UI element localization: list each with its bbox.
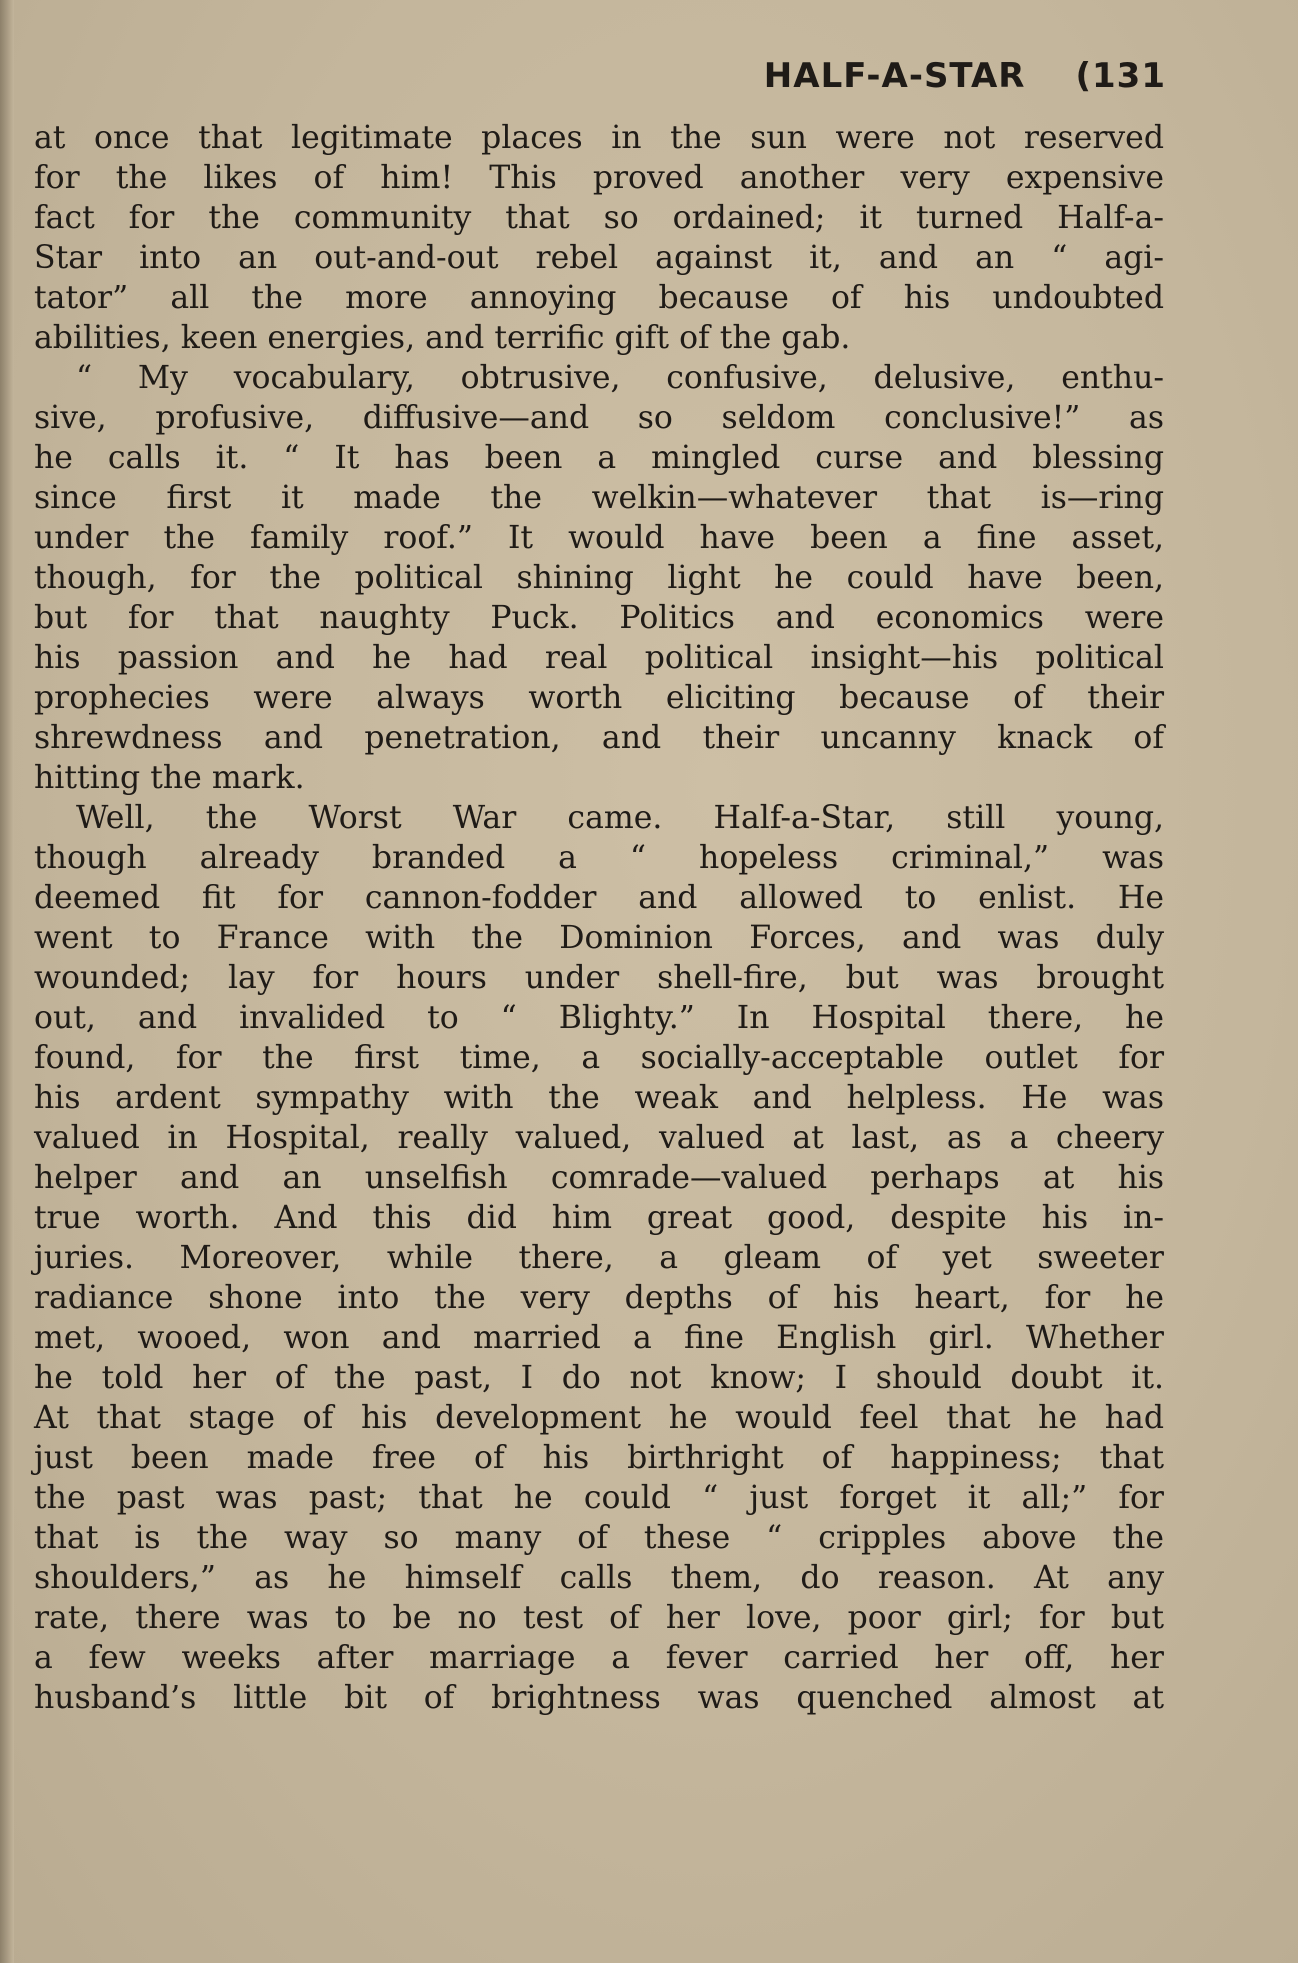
text-line: husband’s little bit of brightness was quenched almost at — [34, 1680, 1164, 1716]
page-number: (131 — [1075, 56, 1166, 96]
text-line: but for that naughty Puck. Politics and economics were — [34, 600, 1164, 636]
text-line: out, and invalided to “ Blighty.” In Hospital there, he — [34, 1000, 1164, 1036]
text-line: he told her of the past, I do not know; I should doubt it. — [34, 1360, 1164, 1396]
text-line: a few weeks after marriage a fever carried her off, her — [34, 1640, 1164, 1676]
text-line: just been made free of his birthright of happiness; that — [34, 1440, 1164, 1476]
text-line: fact for the community that so ordained; it turned Half-a- — [34, 200, 1164, 236]
text-line: met, wooed, won and married a fine English girl. Whether — [34, 1320, 1164, 1356]
text-line: shoulders,” as he himself calls them, do reason. At any — [34, 1560, 1164, 1596]
text-line: helper and an unselfish comrade—valued perhaps at his — [34, 1160, 1164, 1196]
text-line: sive, profusive, diffusive—and so seldom conclusive!” as — [34, 400, 1164, 436]
body-text — [34, 118, 1164, 1718]
text-line: found, for the first time, a socially-acceptable outlet for — [34, 1040, 1164, 1076]
text-line: tator” all the more annoying because of his undoubted — [34, 280, 1164, 316]
text-line: he calls it. “ It has been a mingled curse and blessing — [34, 440, 1164, 476]
text-line: the past was past; that he could “ just forget it all;” for — [34, 1480, 1164, 1516]
text-line: his passion and he had real political insight—his political — [34, 640, 1164, 676]
text-line: radiance shone into the very depths of his heart, for he — [34, 1280, 1164, 1316]
text-line: though, for the political shining light he could have been, — [34, 560, 1164, 596]
text-line: that is the way so many of these “ cripples above the — [34, 1520, 1164, 1556]
text-line: though already branded a “ hopeless criminal,” was — [34, 840, 1164, 876]
text-line: wounded; lay for hours under shell-fire, but was brought — [34, 960, 1164, 996]
text-line: since first it made the welkin—whatever that is—ring — [34, 480, 1164, 516]
page-gutter-shadow — [0, 0, 14, 1963]
running-header — [764, 56, 1166, 96]
text-line: valued in Hospital, really valued, valued at last, as a cheery — [34, 1120, 1164, 1156]
text-line: Star into an out-and-out rebel against it, and an “ agi- — [34, 240, 1164, 276]
running-header-title: HALF-A-STAR — [763, 56, 1026, 96]
text-line: went to France with the Dominion Forces, and was duly — [34, 920, 1164, 956]
text-line: abilities, keen energies, and terrific gift of the gab. — [34, 320, 851, 356]
text-line: true worth. And this did him great good, despite his in- — [34, 1200, 1164, 1236]
text-line: under the family roof.” It would have been a fine asset, — [34, 520, 1164, 556]
text-line: juries. Moreover, while there, a gleam of yet sweeter — [34, 1240, 1164, 1276]
text-line: his ardent sympathy with the weak and helpless. He was — [34, 1080, 1164, 1116]
text-line: at once that legitimate places in the sun were not reserved — [34, 120, 1164, 156]
text-line: deemed fit for cannon-fodder and allowed to enlist. He — [34, 880, 1164, 916]
text-line: rate, there was to be no test of her love, poor girl; for but — [34, 1600, 1164, 1636]
text-line: hitting the mark. — [34, 760, 305, 796]
text-line: “ My vocabulary, obtrusive, confusive, delusive, enthu- — [76, 360, 1164, 396]
text-line: for the likes of him! This proved another very expensive — [34, 160, 1164, 196]
text-line: Well, the Worst War came. Half-a-Star, still young, — [76, 800, 1164, 836]
text-line: At that stage of his development he would feel that he had — [34, 1400, 1164, 1436]
text-line: shrewdness and penetration, and their uncanny knack of — [34, 720, 1164, 756]
text-line: prophecies were always worth eliciting because of their — [34, 680, 1164, 716]
